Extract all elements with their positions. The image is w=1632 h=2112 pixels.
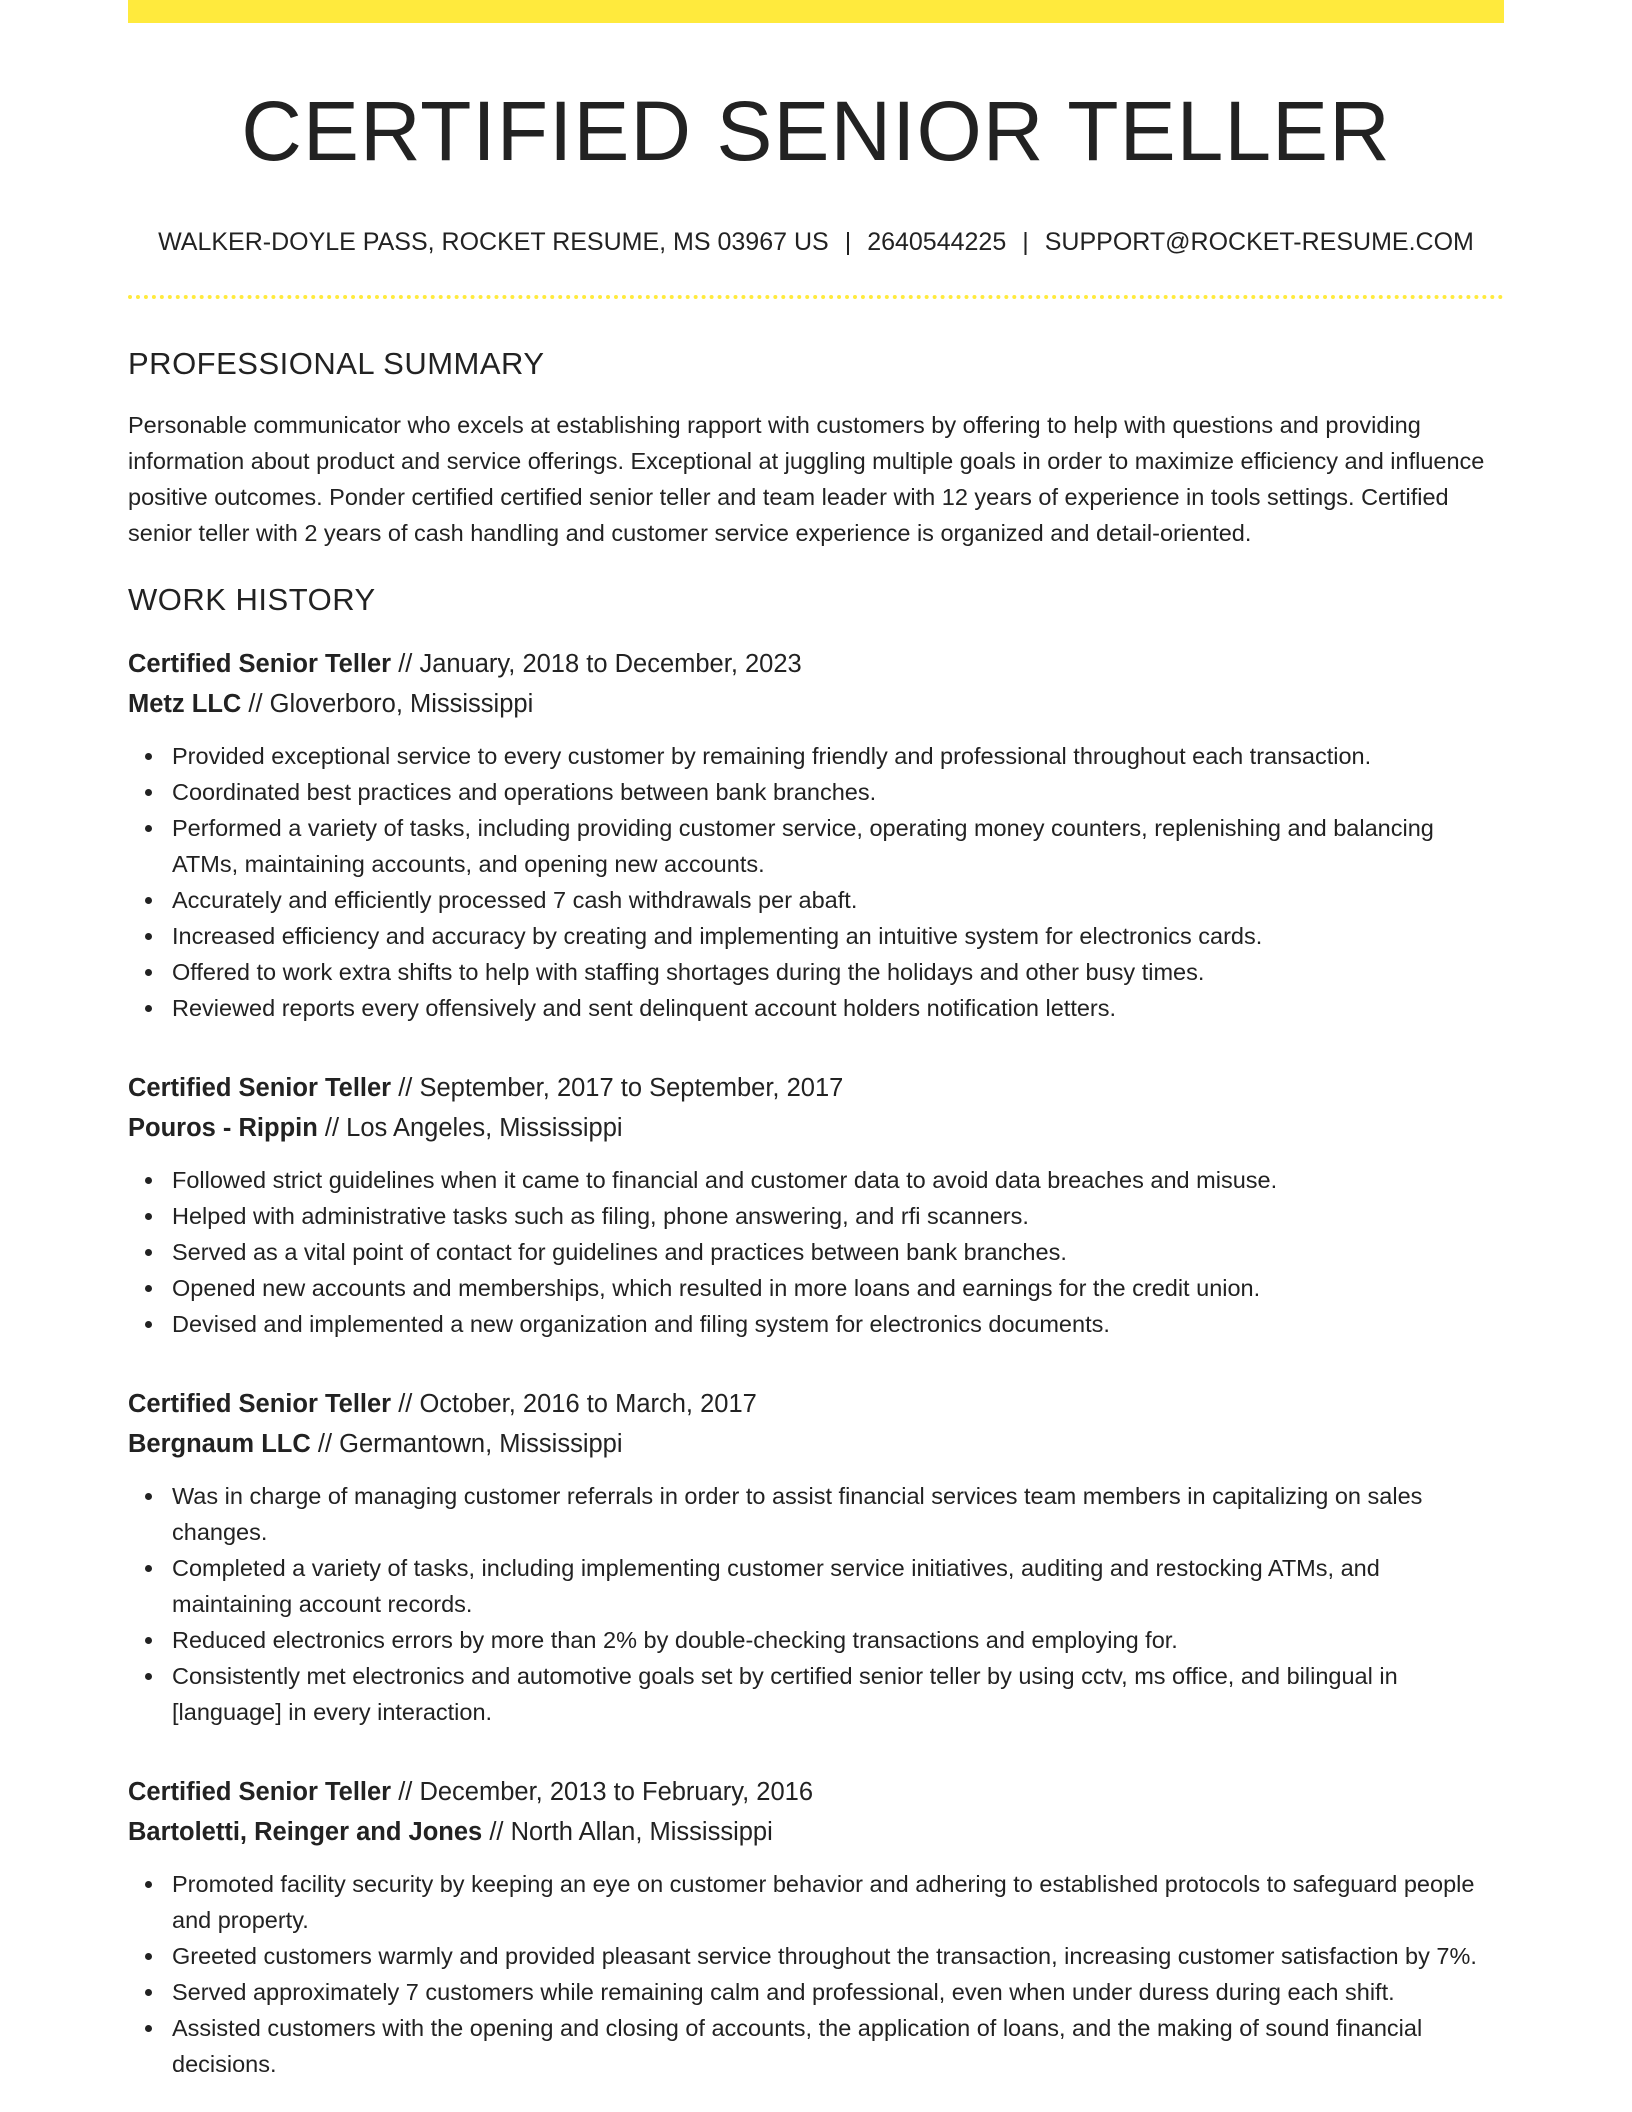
job-title: Certified Senior Teller <box>128 1777 392 1806</box>
duty-item: Was in charge of managing customer referrals in order to assist financial services team members in capitalizing on sales changes. <box>172 1478 1504 1550</box>
job-company: Bartoletti, Reinger and Jones <box>128 1817 483 1846</box>
duty-list <box>128 738 1504 1026</box>
job-title-line <box>128 1384 1504 1424</box>
job-company: Metz LLC <box>128 689 242 718</box>
contact-separator: | <box>844 228 852 257</box>
contact-line <box>128 227 1504 257</box>
job-list <box>128 644 1504 2082</box>
duty-item: Accurately and efficiently processed 7 cash withdrawals per abaft. <box>172 882 1504 918</box>
duty-item: Greeted customers warmly and provided pleasant service throughout the transaction, increasing customer satisfaction by 7%. <box>172 1938 1504 1974</box>
duty-item: Reviewed reports every offensively and sent delinquent account holders notification letters. <box>172 990 1504 1026</box>
job-entry <box>128 1068 1504 1342</box>
job-company-line <box>128 1812 1504 1852</box>
summary-heading: PROFESSIONAL SUMMARY <box>128 346 545 382</box>
duty-item: Performed a variety of tasks, including providing customer service, operating money counters, replenishing and balancing ATMs, maintaining accounts, and opening new accounts. <box>172 810 1504 882</box>
duty-item: Devised and implemented a new organization and filing system for electronics documents. <box>172 1306 1504 1342</box>
duty-item: Provided exceptional service to every customer by remaining friendly and professional throughout each transaction. <box>172 738 1504 774</box>
duty-item: Consistently met electronics and automotive goals set by certified senior teller by using cctv, ms office, and bilingual in [language] in every interaction. <box>172 1658 1504 1730</box>
duty-item: Reduced electronics errors by more than 2% by double-checking transactions and employing for. <box>172 1622 1504 1658</box>
duty-item: Offered to work extra shifts to help with staffing shortages during the holidays and other busy times. <box>172 954 1504 990</box>
contact-phone: 2640544225 <box>867 228 1007 257</box>
job-company-line <box>128 1108 1504 1148</box>
duty-list <box>128 1162 1504 1342</box>
job-location: // Gloverboro, Mississippi <box>248 689 534 718</box>
duty-item: Served approximately 7 customers while remaining calm and professional, even when under duress during each shift. <box>172 1974 1504 2010</box>
resume-name: CERTIFIED SENIOR TELLER <box>241 84 1391 178</box>
duty-item: Assisted customers with the opening and closing of accounts, the application of loans, and the making of sound financial decisions. <box>172 2010 1504 2082</box>
job-dates: // October, 2016 to March, 2017 <box>398 1389 757 1418</box>
job-dates: // January, 2018 to December, 2023 <box>398 649 802 678</box>
job-company: Bergnaum LLC <box>128 1429 311 1458</box>
job-dates: // December, 2013 to February, 2016 <box>398 1777 814 1806</box>
job-title: Certified Senior Teller <box>128 1073 392 1102</box>
duty-item: Promoted facility security by keeping an eye on customer behavior and adhering to established protocols to safeguard people and property. <box>172 1866 1504 1938</box>
duty-list <box>128 1478 1504 1730</box>
job-entry <box>128 644 1504 1026</box>
duty-list <box>128 1866 1504 2082</box>
job-company: Pouros - Rippin <box>128 1113 318 1142</box>
job-location: // Los Angeles, Mississippi <box>324 1113 623 1142</box>
duty-item: Followed strict guidelines when it came to financial and customer data to avoid data breaches and misuse. <box>172 1162 1504 1198</box>
job-dates: // September, 2017 to September, 2017 <box>398 1073 844 1102</box>
contact-email: SUPPORT@ROCKET-RESUME.COM <box>1044 228 1474 257</box>
job-title: Certified Senior Teller <box>128 1389 392 1418</box>
resume-page <box>128 0 1504 2082</box>
job-company-line <box>128 1424 1504 1464</box>
duty-item: Served as a vital point of contact for guidelines and practices between bank branches. <box>172 1234 1504 1270</box>
job-title-line <box>128 644 1504 684</box>
job-title-line <box>128 1772 1504 1812</box>
duty-item: Coordinated best practices and operations between bank branches. <box>172 774 1504 810</box>
contact-address: WALKER-DOYLE PASS, ROCKET RESUME, MS 03967 US <box>158 228 829 257</box>
job-location: // North Allan, Mississippi <box>489 1817 773 1846</box>
job-entry <box>128 1772 1504 2082</box>
job-company-line <box>128 684 1504 724</box>
dotted-divider <box>128 295 1504 299</box>
duty-item: Helped with administrative tasks such as filing, phone answering, and rfi scanners. <box>172 1198 1504 1234</box>
job-title-line <box>128 1068 1504 1108</box>
top-accent-bar <box>128 0 1504 23</box>
job-title: Certified Senior Teller <box>128 649 392 678</box>
contact-separator: | <box>1022 228 1029 257</box>
duty-item: Increased efficiency and accuracy by creating and implementing an intuitive system for electronics cards. <box>172 918 1504 954</box>
summary-text: Personable communicator who excels at establishing rapport with customers by offering to help with questions and providing information about product and service offerings. Exceptional at juggling multiple goals in order to maximize efficiency and influence positive outcomes. Ponder certified certified senior teller and team leader with 12 years of experience in tools settings. Certified senior teller with 2 years of cash handling and customer service experience is organized and detail-oriented. <box>128 411 1485 546</box>
duty-item: Completed a variety of tasks, including implementing customer service initiatives, auditing and restocking ATMs, and maintaining account records. <box>172 1550 1504 1622</box>
work-history-heading: WORK HISTORY <box>128 581 376 617</box>
duty-item: Opened new accounts and memberships, which resulted in more loans and earnings for the credit union. <box>172 1270 1504 1306</box>
job-entry <box>128 1384 1504 1730</box>
job-location: // Germantown, Mississippi <box>317 1429 623 1458</box>
